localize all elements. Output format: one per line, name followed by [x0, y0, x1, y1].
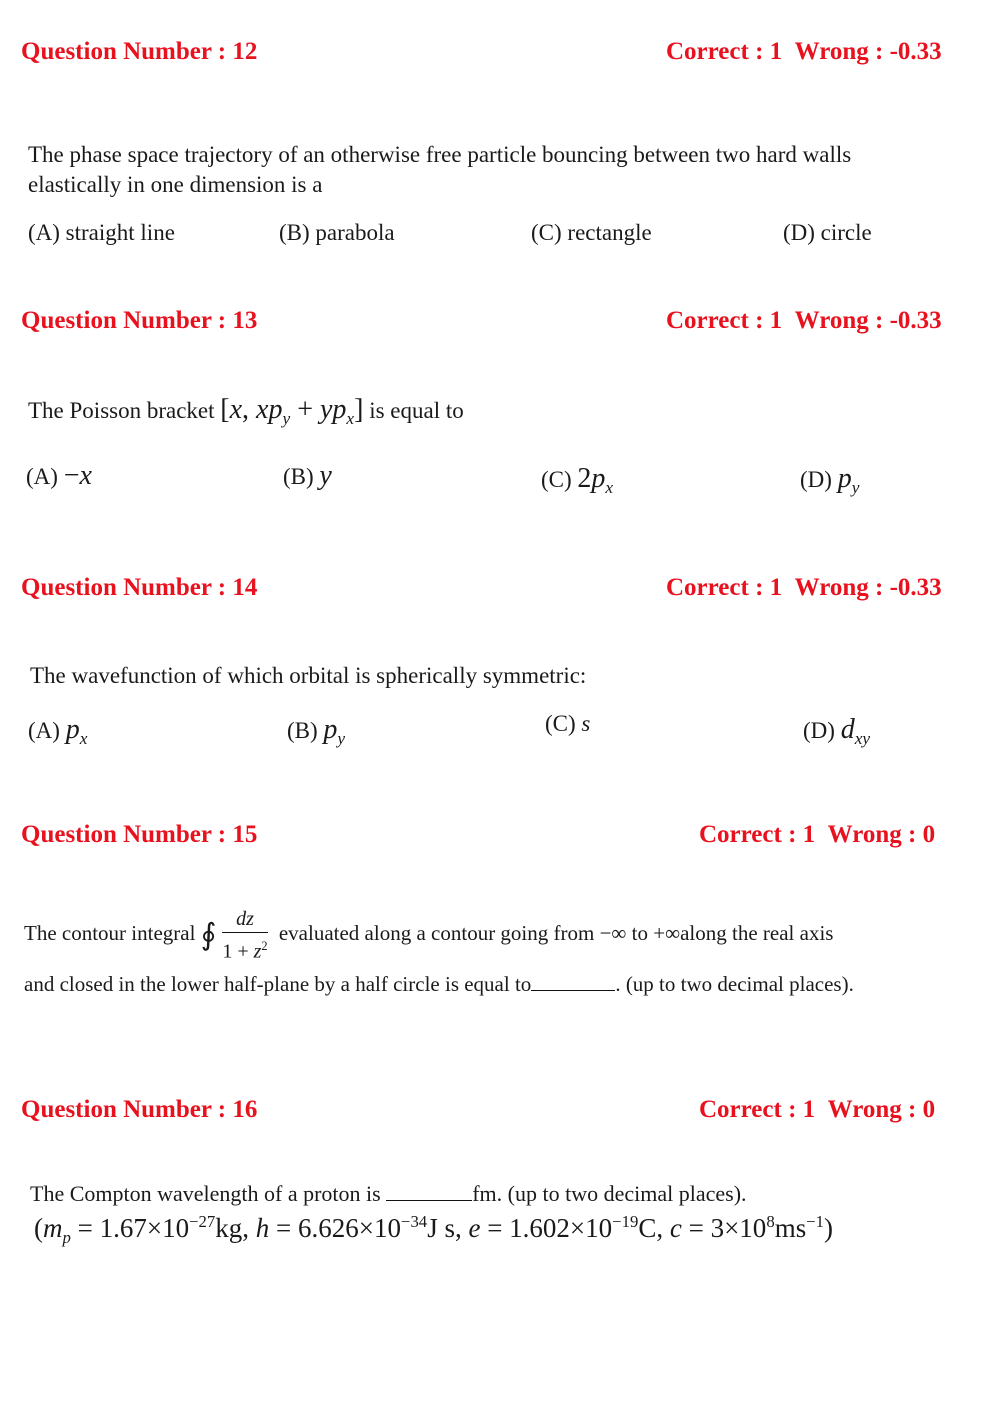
wrong-score: Wrong : -0.33	[794, 38, 942, 65]
question-14-header	[0, 574, 992, 608]
question-15-text-line1: The contour integral ∮ $\frac{dz}{1 + z^2}$ evaluated along a contour going from −∞ to +∞along the real axis	[24, 908, 834, 963]
option-c: (C) s	[545, 711, 591, 736]
question-13-header	[0, 307, 992, 341]
score-info	[666, 38, 942, 66]
answer-blank	[531, 989, 615, 991]
question-number: Question Number : 16	[21, 1096, 258, 1123]
question-number: Question Number : 13	[21, 307, 258, 334]
question-15-header	[0, 821, 992, 855]
option-a: (A) straight line	[28, 220, 175, 245]
option-d: (D) $p_y$	[800, 463, 860, 498]
question-14-text: The wavefunction of which orbital is spherically symmetric:	[30, 663, 587, 688]
correct-score: Correct : 1	[666, 574, 783, 601]
wrong-score: Wrong : 0	[827, 1096, 936, 1123]
correct-score: Correct : 1	[666, 307, 783, 334]
question-16-text: The Compton wavelength of a proton is fm. (up to two decimal places).	[30, 1181, 747, 1206]
option-c: (C) rectangle	[531, 220, 652, 245]
score-info	[699, 821, 935, 849]
option-d: (D) $d_{xy}$	[803, 714, 871, 749]
question-16-header	[0, 1096, 992, 1130]
question-12-header	[0, 38, 992, 72]
score-info	[699, 1096, 935, 1124]
question-12-text-line2: elastically in one dimension is a	[28, 172, 323, 197]
question-12-text-line1: The phase space trajectory of an otherwise free particle bouncing between two hard walls	[28, 142, 852, 167]
question-number: Question Number : 12	[21, 38, 258, 65]
correct-score: Correct : 1	[699, 1096, 816, 1123]
question-13-text-suffix: is equal to	[369, 398, 464, 423]
score-info	[666, 574, 942, 602]
wrong-score: Wrong : -0.33	[794, 574, 942, 601]
poisson-bracket-expression: [x, $xp_y + yp_x$]	[220, 394, 364, 429]
option-b: (B) parabola	[279, 220, 395, 245]
option-a: (A) $p_x$	[28, 714, 88, 749]
option-b: (B) y	[283, 460, 332, 491]
question-13-text-prefix: The Poisson bracket	[28, 398, 215, 423]
wrong-score: Wrong : -0.33	[794, 307, 942, 334]
contour-integral-symbol: ∮	[200, 918, 217, 952]
option-a: (A) −x	[26, 460, 92, 491]
integrand-fraction: $\frac{dz}{1 + z^2}$	[222, 908, 268, 963]
question-number: Question Number : 15	[21, 821, 258, 848]
option-c: (C) $2p_x$	[541, 463, 614, 498]
score-info	[666, 307, 942, 335]
option-b: (B) $p_y$	[287, 714, 346, 749]
question-number: Question Number : 14	[21, 574, 258, 601]
correct-score: Correct : 1	[699, 821, 816, 848]
option-d: (D) circle	[783, 220, 872, 245]
answer-blank	[386, 1199, 472, 1201]
question-13-text	[28, 394, 464, 429]
question-16-constants: ($m_p = 1.67\times 10^{-27}kg$, $h = 6.626\times 10^{-34}J$ s, $e = 1.602\times 10^{-19}C$, $c = 3\times 10^8ms^{-1}$)	[34, 1212, 834, 1247]
correct-score: Correct : 1	[666, 38, 783, 65]
question-15-text-line2: and closed in the lower half-plane by a half circle is equal to . (up to two decimal places).	[24, 972, 854, 996]
wrong-score: Wrong : 0	[827, 821, 936, 848]
